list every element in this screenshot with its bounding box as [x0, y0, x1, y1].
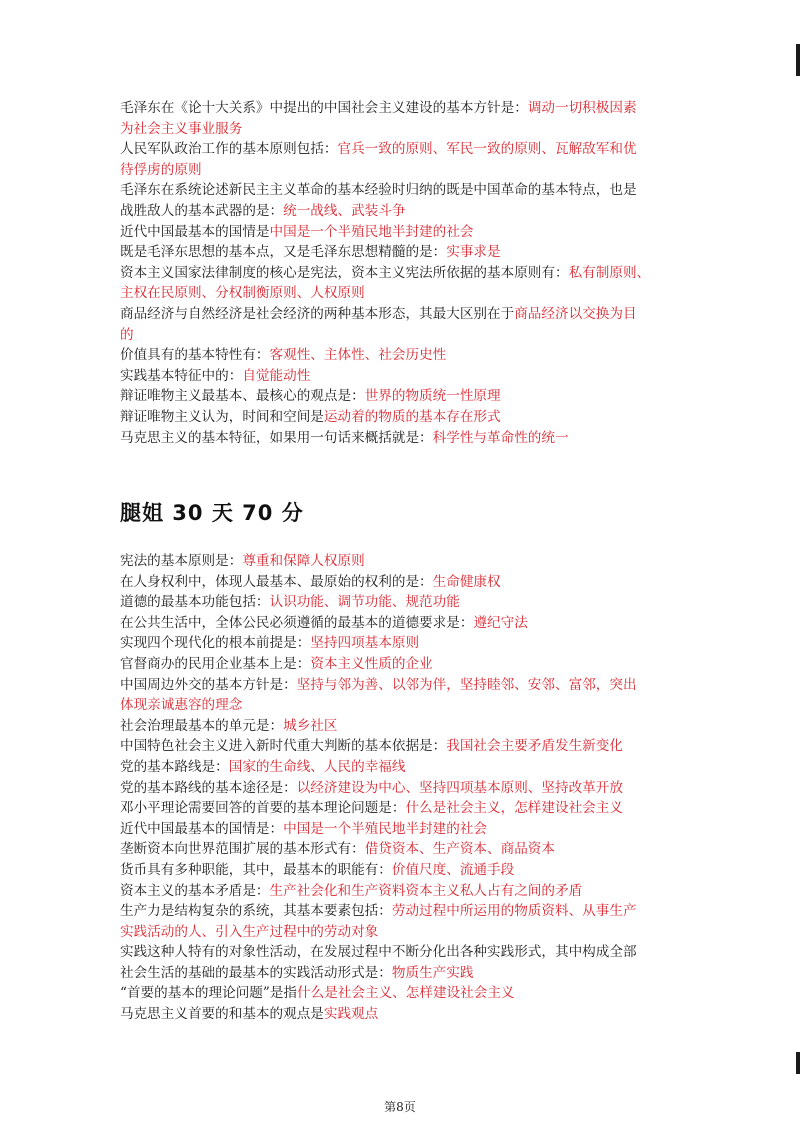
- text-line: [120, 592, 695, 613]
- text-line: [120, 98, 695, 119]
- text-line: [120, 242, 695, 263]
- question-text: 在公共生活中，全体公民必须遵循的最基本的道德要求是：: [120, 614, 474, 631]
- answer-text: 什么是社会主义、怎样建设社会主义: [297, 985, 515, 1002]
- answer-text: 城乡社区: [283, 717, 338, 734]
- answer-text: 私有制原则、: [568, 264, 651, 281]
- question-text: 道德的最基本功能包括：: [120, 594, 270, 611]
- page-number: 第8页: [384, 1100, 416, 1114]
- answer-text: 中国是一个半殖民地半封建的社会: [269, 223, 474, 240]
- answer-text: 实事求是: [446, 244, 501, 261]
- answer-text: 坚持与邻为善、以邻为伴，坚持睦邻、安邻、富邻，突出: [296, 676, 637, 693]
- answer-text: 商品经济以交换为目: [514, 305, 637, 322]
- question-text: 马克思主义首要的和基本的观点是: [120, 1006, 324, 1023]
- answer-text: 生产社会化和生产资料资本主义私人占有之间的矛盾: [269, 882, 583, 899]
- text-line: [120, 757, 695, 778]
- question-text: 人民军队政治工作的基本原则包括：: [120, 141, 338, 158]
- question-text: 党的基本路线是：: [120, 758, 229, 775]
- question-text: 官督商办的民用企业基本上是：: [120, 655, 311, 672]
- answer-text: 体现亲诚惠容的理念: [120, 697, 243, 714]
- answer-text: 运动着的物质的基本存在形式: [323, 408, 501, 425]
- question-text: 既是毛泽东思想的基本点，又是毛泽东思想精髓的是：: [120, 244, 447, 261]
- question-text: 中国特色社会主义进入新时代重大判断的基本依据是：: [120, 738, 447, 755]
- text-line: [120, 325, 695, 346]
- text-line: [120, 881, 695, 902]
- text-line: [120, 1004, 695, 1025]
- text-line: [120, 778, 695, 799]
- question-text: 邓小平理论需要回答的首要的基本理论问题是：: [120, 800, 406, 817]
- answer-text: 什么是社会主义，怎样建设社会主义: [405, 800, 623, 817]
- text-line: [120, 366, 695, 387]
- text-line: [120, 345, 695, 366]
- answer-text: 尊重和保障人权原则: [242, 553, 365, 569]
- answer-text: 官兵一致的原则、军民一致的原则、瓦解敌军和优: [337, 141, 637, 158]
- question-text: 近代中国最基本的国情是: [120, 223, 270, 240]
- question-text: 马克思主义的基本特征，如果用一句话来概括就是：: [120, 429, 433, 446]
- text-line: [120, 819, 695, 840]
- answer-text: 的: [120, 326, 134, 343]
- question-text: 在人身权利中，体现人最基本、最原始的权利的是：: [120, 573, 433, 590]
- section-one: [120, 98, 695, 448]
- question-text: 近代中国最基本的国情是：: [120, 820, 284, 837]
- question-text: 实现四个现代化的根本前提是：: [120, 635, 311, 652]
- answer-text: 借贷资本、生产资本、商品资本: [364, 841, 555, 858]
- text-line: [120, 716, 695, 737]
- text-line: [120, 551, 695, 572]
- answer-text: 客观性、主体性、社会历史性: [269, 347, 447, 364]
- text-line: [120, 572, 695, 593]
- answer-text: 认识功能、调节功能、规范功能: [269, 594, 460, 611]
- question-text: 货币具有多种职能，其中，最基本的职能有：: [120, 861, 392, 878]
- text-line: [120, 263, 695, 284]
- answer-text: 调动一切积极因素: [527, 100, 637, 116]
- answer-text: 我国社会主要矛盾发生新变化: [446, 738, 623, 755]
- question-text: 战胜敌人的基本武器的是：: [120, 202, 284, 219]
- text-line: [120, 798, 695, 819]
- answer-text: 实践观点: [323, 1006, 379, 1023]
- text-line: [120, 633, 695, 654]
- answer-text: 坚持四项基本原则: [310, 635, 420, 652]
- text-line: [120, 180, 695, 201]
- question-text: 中国周边外交的基本方针是：: [120, 676, 297, 693]
- section-two: [120, 551, 695, 1025]
- text-line: [120, 386, 695, 407]
- question-text: 资本主义的基本矛盾是：: [120, 882, 270, 899]
- text-line: [120, 736, 695, 757]
- answer-text: 世界的物质统一性原理: [364, 388, 501, 405]
- text-line: [120, 983, 695, 1004]
- answer-text: 遵纪守法: [473, 614, 528, 631]
- answer-text: 科学性与革命性的统一: [432, 429, 569, 446]
- text-line: [120, 119, 695, 140]
- text-line: [120, 963, 695, 984]
- text-line: [120, 695, 695, 716]
- question-text: 垄断资本向世界范围扩展的基本形式有：: [120, 841, 365, 858]
- text-line: [120, 654, 695, 675]
- text-line: [120, 839, 695, 860]
- question-text: 党的基本路线的基本途径是：: [120, 779, 297, 796]
- text-line: [120, 942, 695, 963]
- question-text: 商品经济与自然经济是社会经济的两种基本形态，其最大区别在于: [120, 305, 515, 322]
- question-text: 实践这种人特有的对象性活动，在发展过程中不断分化出各种实践形式，其中构成全部: [120, 944, 637, 961]
- text-line: [120, 222, 695, 243]
- question-text: 毛泽东在《论十大关系》中提出的中国社会主义建设的基本方针是：: [120, 100, 528, 116]
- text-line: [120, 675, 695, 696]
- text-line: [120, 160, 695, 181]
- text-line: [120, 407, 695, 428]
- question-text: 辩证唯物主义最基本、最核心的观点是：: [120, 388, 365, 405]
- answer-text: 资本主义性质的企业: [310, 655, 433, 672]
- question-text: 毛泽东在系统论述新民主主义革命的基本经验时归纳的既是中国革命的基本特点，也是: [120, 182, 637, 199]
- question-text: 资本主义国家法律制度的核心是宪法，资本主义宪法所依据的基本原则有：: [120, 264, 569, 281]
- text-line: [120, 139, 695, 160]
- answer-text: 中国是一个半殖民地半封建的社会: [283, 820, 488, 837]
- question-text: 生产力是结构复杂的系统，其基本要素包括：: [120, 903, 392, 920]
- section-heading: 腿姐 30 天 70 分: [120, 501, 304, 525]
- text-line: [120, 201, 695, 222]
- answer-text: 主权在民原则、分权制衡原则、人权原则: [120, 285, 365, 302]
- page-edge-mark: [796, 44, 800, 76]
- answer-text: 生命健康权: [432, 573, 501, 590]
- answer-text: 统一战线、武装斗争: [283, 202, 406, 219]
- question-text: 辩证唯物主义认为，时间和空间是: [120, 408, 324, 425]
- question-text: “首要的基本的理论问题”是指: [120, 985, 298, 1002]
- answer-text: 价值尺度、流通手段: [391, 861, 515, 878]
- text-line: [120, 283, 695, 304]
- text-line: [120, 901, 695, 922]
- answer-text: 为社会主义事业服务: [120, 120, 243, 137]
- question-text: 实践基本特征中的：: [120, 367, 243, 384]
- answer-text: 以经济建设为中心、坚持四项基本原则、坚持改革开放: [296, 779, 623, 796]
- text-line: [120, 304, 695, 325]
- answer-text: 国家的生命线、人民的幸福线: [228, 758, 406, 775]
- question-text: 宪法的基本原则是：: [120, 553, 243, 569]
- answer-text: 物质生产实践: [391, 964, 474, 981]
- text-line: [120, 613, 695, 634]
- text-line: [120, 860, 695, 881]
- question-text: 社会治理最基本的单元是：: [120, 717, 284, 734]
- answer-text: 自觉能动性: [242, 367, 311, 384]
- page-edge-mark: [796, 1052, 800, 1074]
- answer-text: 劳动过程中所运用的物质资料、从事生产: [391, 903, 637, 920]
- question-text: 价值具有的基本特性有：: [120, 347, 270, 364]
- answer-text: 实践活动的人、引入生产过程中的劳动对象: [120, 923, 379, 940]
- answer-text: 待俘虏的原则: [120, 161, 202, 178]
- question-text: 社会生活的基础的最基本的实践活动形式是：: [120, 964, 392, 981]
- text-line: [120, 922, 695, 943]
- text-line: [120, 428, 695, 449]
